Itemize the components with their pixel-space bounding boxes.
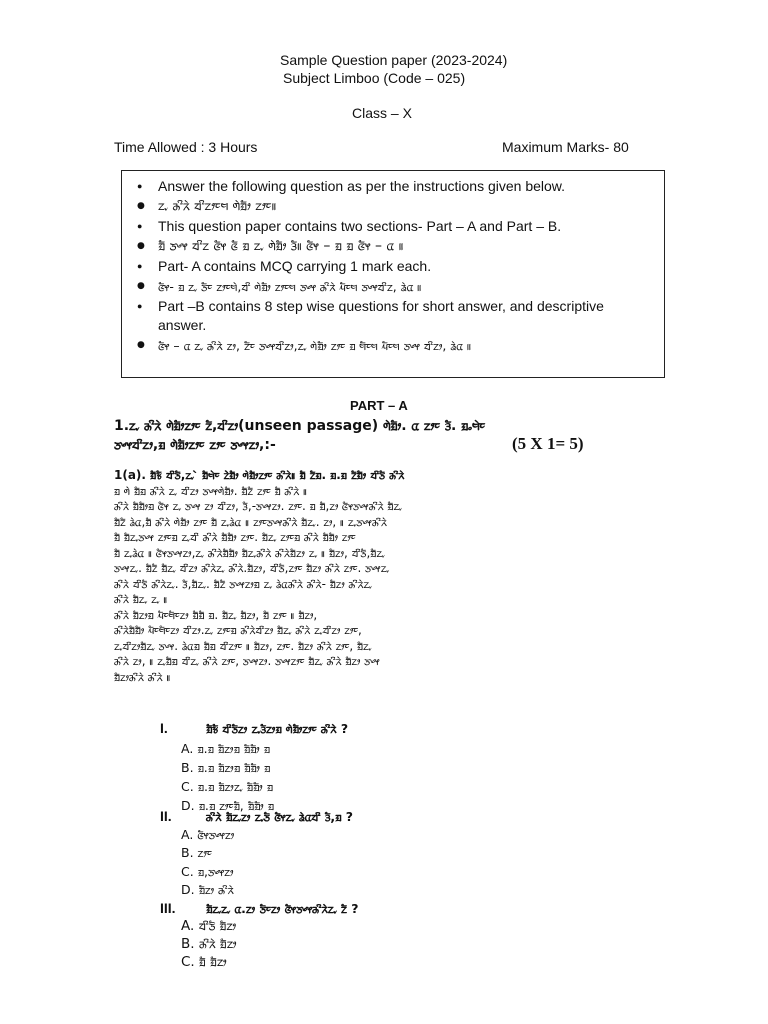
question-text: ᤀᤠᤁᤩᤁᤩ ᤂ.ᤁᤣ ᤍᤠᤰᤁᤣ ᤜᤠᤶᤍᤴᤶᤌᤡᤖᤧᤁᤩ ᤁᤠ ? xyxy=(206,901,359,916)
instructions-list xyxy=(134,177,654,356)
passage-line: ᤍᤴᤶᤁᤩ. ᤀᤠᤁᤠ ᤀᤠᤁᤩ ᤔᤡᤁᤣ ᤌᤡᤖᤧᤁᤩ ᤌᤡᤖᤧ.ᤀᤠᤁᤣ, ᤔᤡᤍᤠ,ᤁᤣᤰ ᤀᤠᤁᤣ ᤌᤡᤖᤧ ᤁᤣᤰ. ᤍᤴᤶᤁᤩ xyxy=(114,561,390,575)
part-a-heading: PART – A xyxy=(350,398,408,413)
paper-title: Sample Question paper (2023-2024) xyxy=(280,52,508,68)
option-c: C. ᤀᤠ ᤀᤠᤁᤣ xyxy=(181,954,227,970)
question-1-text-line2: ᤍᤴᤶᤔᤡᤁᤣ,ᤀ ᤛᤧᤀᤥᤁᤣᤰ ᤁᤣᤰ ᤍᤴᤶᤁᤣ,:- xyxy=(114,437,276,453)
question-number: III. xyxy=(160,900,176,916)
question-number: I. xyxy=(160,720,168,736)
paper-subject: Subject Limboo (Code – 025) xyxy=(283,70,466,86)
instruction-item: ● ᤁᤩ ᤌᤡᤖᤧ ᤔᤡᤁᤣᤰᤗ ᤛᤧᤀᤥ ᤁᤣᤰ॥ xyxy=(134,197,654,216)
passage-line: ᤀᤠᤁᤠ ᤕᤧᤂ,ᤀᤠ ᤌᤡᤖᤧ ᤛᤧᤀᤥ ᤁᤣᤰ ᤀᤠ ᤁᤩᤕᤧᤂ ॥ ᤁᤣᤰᤍᤴᤶᤌᤡᤖᤧ ᤀᤠᤁᤩ. ᤁᤣ, ॥ ᤁᤩᤍᤴᤶᤌᤡᤖᤧ xyxy=(114,514,387,529)
instruction-item: ● This question paper contains two sections- Part – A and Part – B. xyxy=(134,217,654,236)
passage-line: ᤀᤠ ᤀᤠᤁᤩᤍᤴᤶ ᤁᤣᤰᤀ ᤁᤩᤔᤡ ᤌᤡᤖᤧ ᤀᤠᤀᤥ ᤁᤣᤰ. ᤀᤠᤁᤩ ᤁᤣᤰᤀ ᤌᤡᤖᤧ ᤀᤠᤀᤥ ᤁᤣᤰ xyxy=(114,530,356,544)
passage-line: ᤌᤡᤖᤧᤀᤠᤀᤥ ᤘᤠᤰᤗᤠᤰᤁᤣ ᤔᤡᤁᤣ.ᤁᤩ ᤁᤣᤰᤀ ᤌᤡᤖᤧᤔᤡᤁᤣ ᤀᤠᤁᤩ ᤌᤡᤖᤧ ᤁᤩᤔᤡᤁᤣ ᤁᤣᤰ, xyxy=(114,623,362,637)
paper-class: Class – X xyxy=(352,105,412,121)
option-d: D. ᤀ.ᤀ ᤁᤣᤰᤀᤠ, ᤀᤠᤀᤥ ᤀ xyxy=(181,798,274,813)
instruction-item: ● ᤜᤠᤶ- ᤀ ᤁᤩ ᤍᤠᤰ ᤁᤣᤰᤗᤧ,ᤔᤡ ᤛᤧᤀᤥ ᤁᤣᤰᤗ ᤍᤴᤶ ᤌᤡᤖᤧ ᤘᤠᤰᤗ ᤍᤴᤶᤔᤡᤁ, ᤕᤧᤂ ॥ xyxy=(134,277,654,296)
question-text: ᤀᤠᤃᤠ ᤔᤡᤍᤠᤁᤣ ᤁᤩᤋᤠᤁᤣᤀ ᤛᤧᤀᤥᤁᤣᤰ ᤌᤡᤖᤧ ? xyxy=(206,721,349,736)
passage-line: ᤀ ᤛᤧ ᤀᤠᤀ ᤌᤡᤖᤧ ᤁᤩ ᤔᤡᤁᤣ ᤍᤴᤶᤛᤧᤀᤥ. ᤀᤠᤁᤠ ᤁᤣᤰ ᤀᤠ ᤌᤡᤖᤧ ॥ xyxy=(114,483,308,498)
option-b: B. ᤁᤣᤰ xyxy=(181,845,212,860)
instruction-item: ● ᤀᤠ ᤍᤴᤶ ᤔᤡᤁ ᤜᤠᤶ ᤜᤠ ᤀ ᤁᤩ ᤛᤧᤀᤥ ᤋᤠ॥ ᤜᤠᤶ – ᤀ ᤀ ᤜᤠᤶ – ᤂ ॥ xyxy=(134,237,654,256)
instruction-item: ● Part- A contains MCQ carrying 1 mark each. xyxy=(134,257,654,276)
passage-line: ᤌᤡᤖᤧ ᤔᤡᤍᤠ ᤌᤡᤖᤧᤁᤩ. ᤋᤠ,ᤀᤠᤁᤩ. ᤀᤠᤁᤠ ᤍᤴᤶᤁᤣᤀ ᤁᤩ ᤕᤧᤂᤌᤡᤖᤧ ᤌᤡᤖᤧ- ᤀᤠᤁᤣ ᤌᤡᤖᤧᤁᤩ xyxy=(114,576,372,591)
option-c: C. ᤀ.ᤀ ᤀᤠᤁᤣᤁᤩ ᤀᤠᤀᤥ ᤀ xyxy=(181,779,273,794)
passage-line: ᤀᤠᤁᤣᤌᤡᤖᤧ ᤌᤡᤖᤧ ॥ xyxy=(114,669,171,684)
instruction-item: ● Part –B contains 8 step wise questions for short answer, and descriptive answer. xyxy=(134,297,654,335)
instruction-item: ● Answer the following question as per the instructions given below. xyxy=(134,177,654,196)
passage-line: ᤌᤡᤖᤧ ᤀᤠᤁᤣᤀ ᤘᤠᤰᤗᤠᤰᤁᤣ ᤀᤠᤀᤠ ᤀ. ᤀᤠᤁᤩ ᤀᤠᤁᤣ, ᤀᤠ ᤁᤣᤰ ॥ ᤀᤠᤁᤣ, xyxy=(114,607,318,622)
passage-line: ᤌᤡᤖᤧ ᤀᤠᤀᤥᤀ ᤜᤠᤶ ᤁᤩ ᤍᤴᤶ ᤁᤣ ᤔᤡᤁᤣ, ᤋᤠ,-ᤍᤴᤶᤁᤣ. ᤁᤣᤰ. ᤀ ᤀᤠ,ᤁᤣ ᤜᤠᤶᤍᤴᤶᤌᤡᤖᤧ ᤀᤠᤁᤩ xyxy=(114,499,402,513)
passage-line: 1(a). ᤀᤠᤃᤠ ᤔᤡᤍᤠ,ᤁᤩ ᤧ ᤀᤠᤗᤧᤰ ᤁᤧᤧᤀᤥ ᤛᤧᤀᤥᤁᤣᤰ ᤌᤡᤖᤧ॥ ᤀᤠ ᤁᤠᤀ. ᤀ.ᤀ ᤁᤠᤀᤥ ᤔᤡᤍᤠ ᤌᤡᤖᤧ xyxy=(114,468,405,482)
question-1-marks: (5 X 1= 5) xyxy=(512,434,584,453)
option-c: C. ᤀ,ᤍᤴᤶᤁᤣ xyxy=(181,864,234,879)
option-a: A. ᤔᤡᤍᤠ ᤀᤠᤁᤣ xyxy=(181,918,237,934)
passage-line: ᤌᤡᤖᤧ ᤁᤣ, ॥ ᤁᤩᤀᤠᤀ ᤔᤡᤁᤩ ᤌᤡᤖᤧ ᤁᤣᤰ, ᤍᤴᤶᤁᤣ. ᤍᤴᤶᤁᤣᤰ ᤀᤠᤁᤩ ᤌᤡᤖᤧ ᤀᤠᤁᤣ ᤍᤴᤶ xyxy=(114,654,380,668)
passage-line: ᤌᤡᤖᤧ ᤀᤠᤁᤩ ᤁᤩ ॥ xyxy=(114,592,168,606)
option-a: A. ᤜᤠᤶᤍᤴᤶᤁᤣ xyxy=(181,827,235,842)
option-b: B. ᤌᤡᤖᤧ ᤀᤠᤁᤣ xyxy=(181,936,237,952)
unseen-passage xyxy=(114,468,660,685)
option-a: A. ᤀ.ᤀ ᤀᤠᤁᤣᤀ ᤀᤠᤀᤥ ᤀ xyxy=(181,741,270,756)
option-d: D. ᤀᤠᤁᤣ ᤌᤡᤖᤧ xyxy=(181,882,234,897)
passage-line: ᤁᤩᤔᤡᤁᤣᤀᤠᤁᤩ ᤍᤴᤶ. ᤕᤧᤂᤀ ᤀᤠᤀ ᤔᤡᤁᤣᤰ ॥ ᤀᤠᤁᤣ, ᤁᤣᤰ. ᤀᤠᤁᤣ ᤌᤡᤖᤧ ᤁᤣᤰ, ᤀᤠᤁᤩ xyxy=(114,638,372,653)
instruction-item: ● ᤜᤠᤶ – ᤂ ᤁᤩ ᤌᤡᤖᤧ ᤁᤣ, ᤁᤠᤰ ᤍᤴᤶᤔᤡᤁᤣ,ᤁᤩ ᤛᤧᤀᤥ ᤁᤣᤰ ᤀ ᤗᤠᤰᤗ ᤘᤠᤰᤗ ᤍᤴᤶ ᤔᤡᤁᤣ, ᤕᤧᤂ ॥ xyxy=(134,336,654,355)
question-text: ᤌᤡᤖᤧ ᤀᤠᤁᤩᤁᤣ ᤁᤩᤍᤠ ᤜᤠᤶᤁᤩ ᤕᤧᤂᤔᤡ ᤋᤠ,ᤀ ? xyxy=(206,809,354,824)
question-1-text: 1.ᤁᤩ ᤌᤡᤖᤧ ᤛᤧᤀᤥᤁᤣᤰ ᤁᤠ,ᤔᤡᤁᤣ(unseen passage) ᤛᤧᤀᤥ. ᤂ ᤁᤣᤰ ᤋᤠ. ᤀᤱᤗᤧᤰ xyxy=(114,418,486,434)
max-marks: Maximum Marks- 80 xyxy=(502,139,629,155)
passage-line: ᤀᤠ ᤁᤩᤕᤧᤂ ॥ ᤜᤠᤶᤍᤴᤶᤁᤣ,ᤁᤩ ᤌᤡᤖᤧᤀᤠᤀᤥ ᤀᤠᤁᤩᤌᤡᤖᤧ ᤌᤡᤖᤧᤀᤠᤁᤣ ᤁᤩ ॥ ᤀᤠᤁᤣ, ᤔᤡᤍᤠ,ᤀᤠᤁᤩ xyxy=(114,545,385,560)
question-number: II. xyxy=(160,808,172,824)
option-b: B. ᤀ.ᤀ ᤀᤠᤁᤣᤀ ᤀᤠᤀᤥ ᤀ xyxy=(181,760,271,775)
time-allowed: Time Allowed : 3 Hours xyxy=(114,139,258,155)
instructions-box xyxy=(121,170,665,378)
